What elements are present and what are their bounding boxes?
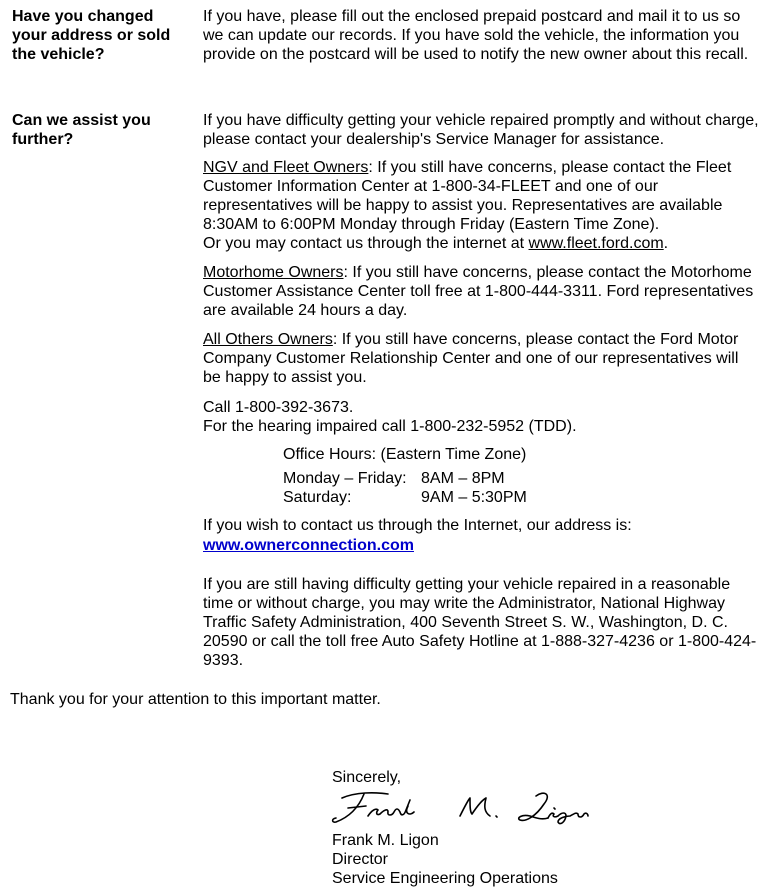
hours-row <box>283 469 505 488</box>
address-answer: If you have, please fill out the enclosed prepaid postcard and mail it to us so we can update our records. If you have sold the vehicle, the information you provide on the postcard will be used to notify the new owner about this recall. <box>203 8 749 63</box>
signer-block <box>332 831 558 888</box>
fleet-ford-link[interactable]: www.fleet.ford.com <box>528 235 664 252</box>
ngv-paragraph <box>203 158 759 253</box>
hours-day: Saturday: <box>283 489 352 506</box>
thanks-line: Thank you for your attention to this important matter. <box>10 691 381 708</box>
motorhome-text: : If you still have concerns, please contact the Motorhome Customer Assistance Center toll free at 1-800-444-3311. Ford representatives are available 24 hours a day. <box>203 264 754 319</box>
ngv-web-suffix: . <box>663 235 669 252</box>
ngv-heading: NGV and Fleet Owners <box>203 159 369 176</box>
assist-intro: If you have difficulty getting your vehicle repaired promptly and without charge, please contact your dealership's Service Manager for assistance. <box>203 112 759 148</box>
hours-day: Monday – Friday: <box>283 470 407 487</box>
office-hours-title: Office Hours: (Eastern Time Zone) <box>283 446 527 463</box>
call-line: Call 1-800-392-3673. <box>203 399 354 416</box>
ngv-text: : If you still have concerns, please contact the Fleet Customer Information Center at 1-800-34-FLEET and one of our representatives will be happy to assist you. Representatives are available 8:30AM to 6:00PM Monday through Friday (Eastern Time Zone). <box>203 159 732 233</box>
others-paragraph <box>203 330 759 387</box>
motorhome-heading: Motorhome Owners <box>203 264 344 281</box>
hours-row <box>283 488 527 507</box>
ownerconnection-link[interactable]: www.ownerconnection.com <box>203 537 414 554</box>
hours-time: 8AM – 8PM <box>421 470 505 487</box>
internet-text: If you wish to contact us through the Internet, our address is: <box>203 517 632 534</box>
signer-title: Director <box>332 851 389 868</box>
assist-question: Can we assist you further? <box>12 112 151 148</box>
valediction: Sincerely, <box>332 769 402 786</box>
hours-time: 9AM – 5:30PM <box>421 489 527 506</box>
nhtsa-paragraph: If you are still having difficulty getting your vehicle repaired in a reasonable time or without charge, you may write the Administrator, National Highway Traffic Safety Administration, 400 Seventh Street S. W., Washington, D. C. 20590 or call the toll free Auto Safety Hotline at 1-888-327-4236 or 1-800-424-9393. <box>203 576 757 669</box>
address-question: Have you changed your address or sold the vehicle? <box>12 8 171 63</box>
others-text: : If you still have concerns, please contact the Ford Motor Company Customer Relationship Center and one of our representatives will be happy to assist you. <box>203 331 739 386</box>
signature-text: Frank M. Ligon <box>330 786 337 787</box>
motorhome-paragraph <box>203 263 759 320</box>
signer-department: Service Engineering Operations <box>332 870 558 887</box>
tdd-line: For the hearing impaired call 1-800-232-5952 (TDD). <box>203 418 577 435</box>
ngv-web-prefix: Or you may contact us through the internet at <box>203 235 529 252</box>
others-heading: All Others Owners <box>203 331 333 348</box>
signature-image <box>330 786 590 832</box>
signer-name: Frank M. Ligon <box>332 832 439 849</box>
